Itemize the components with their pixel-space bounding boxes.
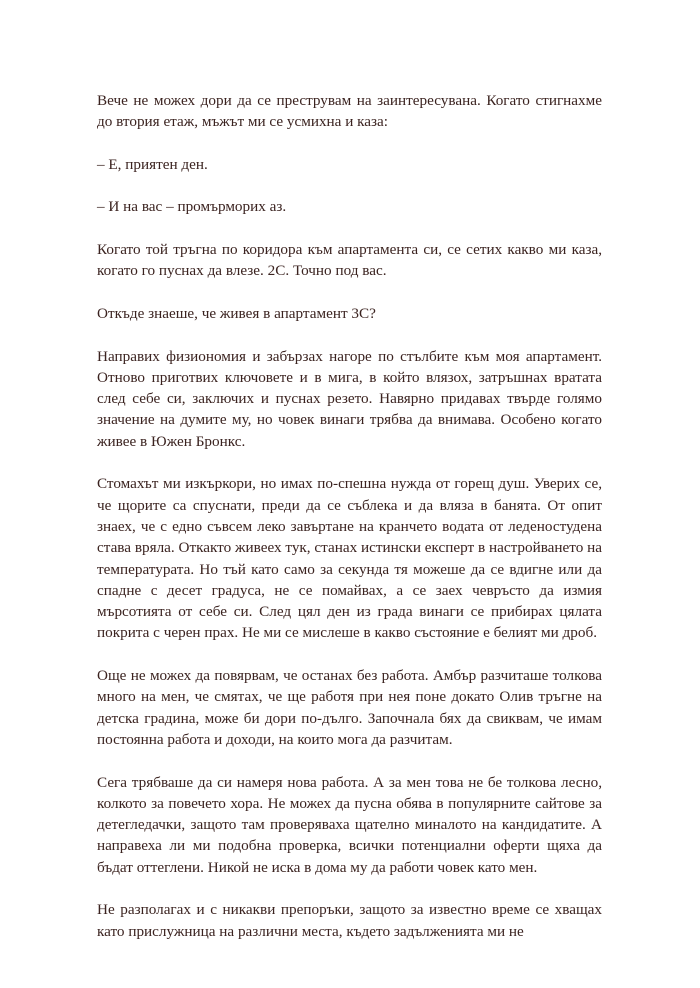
paragraph: Когато той тръгна по коридора към апартамента си, се сетих какво ми каза, когато го пуснах да влезе. 2С. Точно под вас. <box>97 241 602 280</box>
body-text <box>97 90 602 963</box>
dialogue-line: – И на вас – промърморих аз. <box>97 198 287 216</box>
paragraph: Направих физиономия и забързах нагоре по стълбите към моя апартамент. Отново приготвих ключовете и в мига, в който влязох, затръшнах вратата след себе си, заключих и пуснах резето. Навярно придавах твърде голямо значение на думите му, но човек винаги трябва да внимава. Особено когато живее в Южен Бронкс. <box>97 347 602 450</box>
paragraph: Не разполагах и с никакви препоръки, защото за известно време се хващах като прислужница на различни места, където задълженията ми не <box>97 901 602 940</box>
dialogue-line: – Е, приятен ден. <box>97 155 208 173</box>
paragraph: Вече не можех дори да се преструвам на заинтересувана. Когато стигнахме до втория етаж, мъжът ми се усмихна и каза: <box>97 92 602 131</box>
paragraph: Откъде знаеше, че живея в апартамент 3С? <box>97 304 376 322</box>
paragraph: Още не можех да повярвам, че останах без работа. Амбър разчиташе толкова много на мен, че смятах, че ще работя при нея поне докато Олив тръгне на детска градина, може би дори по-дълго. Започнала бях да свиквам, че имам постоянна работа и доходи, на които мога да разчитам. <box>97 667 602 748</box>
paragraph: Стомахът ми изкъркори, но имах по-спешна нужда от горещ душ. Уверих се, че щорите са спуснати, преди да се съблека и да вляза в банята. От опит знаех, че с едно съвсем леко завъртане на кранчето водата от леденостудена става вряла. Откакто живеех тук, станах истински експерт в настройването на температурата. Но тъй като само за секунда тя можеше да се вдигне или да спадне с десет градуса, не се помайвах, а се заех чевръсто да измия мърсотията от себе си. След цял ден из града винаги се прибирах цялата покрита с черен прах. Не ми се мислеше в какво състояние е белият ми дроб. <box>97 475 602 642</box>
paragraph: Сега трябваше да си намеря нова работа. А за мен това не бе толкова лесно, колкото за повечето хора. Не можех да пусна обява в популярните сайтове за детегледачки, защото там проверяваха щателно миналото на кандидатите. А направеха ли ми подобна проверка, всички потенциални оферти щяха да бъдат оттеглени. Никой не иска в дома му да работи човек като мен. <box>97 773 602 876</box>
